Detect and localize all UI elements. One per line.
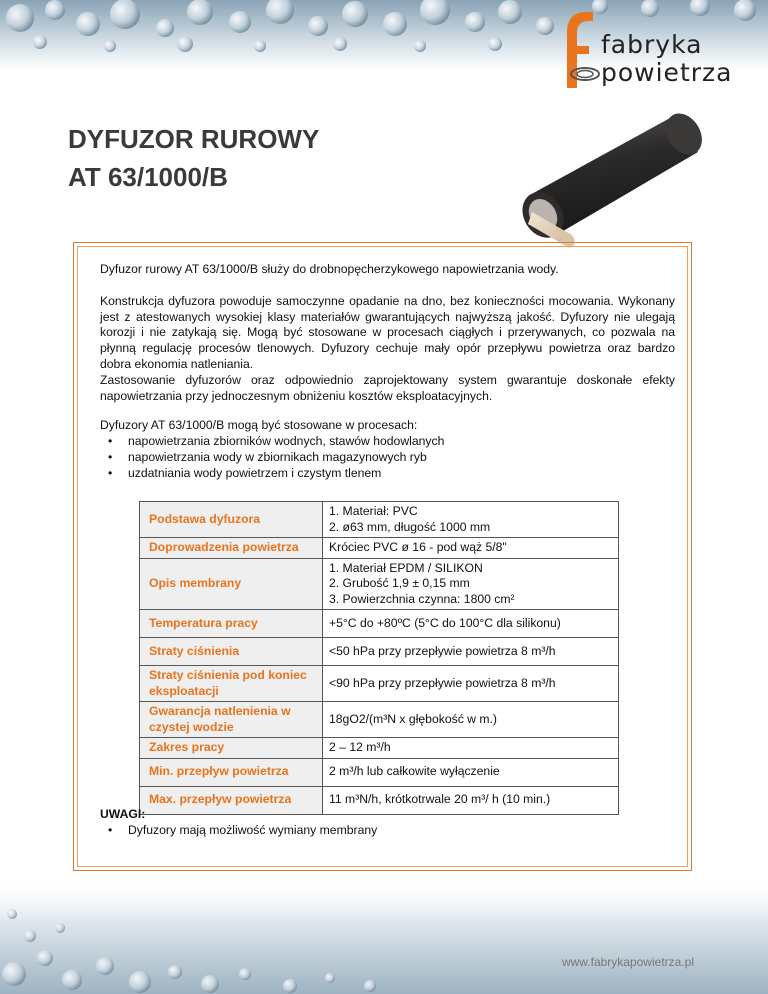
spec-value-line: 2. Grubość 1,9 ± 0,15 mm (329, 576, 470, 590)
spec-value: <50 hPa przy przepływie powietrza 8 m³/h (323, 638, 619, 666)
usage-heading: Dyfuzory AT 63/1000/B mogą być stosowane w procesach: (100, 418, 418, 433)
spec-value: 2 m³/h lub całkowite wyłączenie (323, 758, 619, 786)
table-row (140, 502, 619, 538)
list-item: • Dyfuzory mają możliwość wymiany membrany (128, 822, 377, 838)
spec-value: Króciec PVC ø 16 - pod wąż 5/8" (323, 538, 619, 559)
spec-value-line: 3. Powierzchnia czynna: 1800 cm² (329, 591, 515, 606)
spec-label: Opis membrany (140, 558, 323, 610)
list-item: • napowietrzania zbiorników wodnych, stawów hodowlanych (128, 434, 675, 450)
list-item: • napowietrzania wody w zbiornikach magazynowych ryb (128, 450, 675, 466)
page-title-line2: AT 63/1000/B (68, 162, 228, 192)
footer-website-link[interactable]: www.fabrykapowietrza.pl (561, 955, 694, 969)
spec-label: Temperatura pracy (140, 610, 323, 638)
spec-value-line: 2. ø63 mm, długość 1000 mm (329, 519, 491, 534)
description-paragraph-2: Zastosowanie dyfuzorów oraz odpowiednio zaprojektowany system gwarantuje doskonałe efekty napowietrzania przy jednoczesnym obniżeniu kosztów eksploatacyjnych. (100, 372, 675, 403)
notes-list (100, 822, 377, 838)
spec-value-line: 1. Materiał EPDM / SILIKON (329, 560, 483, 575)
spec-value (323, 558, 619, 610)
tube-diffuser-product-image (520, 112, 710, 252)
description-paragraph-1: Konstrukcja dyfuzora powoduje samoczynne opadanie na dno, bez konieczności mocowania. Wykonany jest z atestowanych wysokiej klasy materiałów gwarantujących najwyższą jakość. Dyfuzory nie ulegają korozji i nie zatykają się. Mogą być stosowane w procesach ciągłych i przerywanych, co pozwala na płynną regulację procesów tlenowych. Dyfuzory cechuje mały opór przepływu powietrza oraz bardzo dobra ekonomia natleniania. (100, 293, 675, 371)
table-row (140, 638, 619, 666)
spec-label: Doprowadzenia powietrza (140, 538, 323, 559)
spec-label: Straty ciśnienia (140, 638, 323, 666)
logo-text-line2: powietrza (601, 58, 733, 87)
spec-label: Gwarancja natlenienia w czystej wodzie (140, 702, 323, 738)
spec-label: Podstawa dyfuzora (140, 502, 323, 538)
table-row (140, 610, 619, 638)
table-row (140, 702, 619, 738)
spec-value (323, 502, 619, 538)
logo-text-line1: fabryka (601, 30, 703, 59)
spec-label: Max. przepływ powietrza (140, 786, 323, 814)
table-row (140, 758, 619, 786)
table-row (140, 538, 619, 559)
intro-paragraph: Dyfuzor rurowy AT 63/1000/B służy do drobnopęcherzykowego napowietrzania wody. (100, 262, 559, 276)
notes-section (100, 806, 377, 838)
spec-value: 18gO2/(m³N x głębokość w m.) (323, 702, 619, 738)
spec-value: <90 hPa przy przepływie powietrza 8 m³/h (323, 666, 619, 702)
specification-table (139, 501, 619, 815)
spec-label: Zakres pracy (140, 738, 323, 759)
spec-label: Straty ciśnienia pod koniec eksploatacji (140, 666, 323, 702)
spec-label: Min. przepływ powietrza (140, 758, 323, 786)
description-section (100, 262, 675, 482)
page-title-line1: DYFUZOR RUROWY (68, 124, 320, 154)
table-row (140, 738, 619, 759)
list-item: • uzdatniania wody powietrzem i czystym tlenem (128, 466, 675, 482)
spec-value-line: 1. Materiał: PVC (329, 504, 418, 518)
usage-list (100, 434, 675, 481)
spec-value: 11 m³N/h, krótkotrwale 20 m³/ h (10 min.) (323, 786, 619, 814)
brand-logo[interactable] (555, 8, 755, 92)
water-bubbles-footer-image (0, 874, 768, 994)
notes-heading: UWAGI: (100, 807, 146, 821)
spec-value: 2 – 12 m³/h (323, 738, 619, 759)
table-row (140, 666, 619, 702)
table-row (140, 558, 619, 610)
logo-f-mark-icon (555, 8, 601, 92)
spec-value: +5°C do +80ºC (5°C do 100°C dla silikonu) (323, 610, 619, 638)
